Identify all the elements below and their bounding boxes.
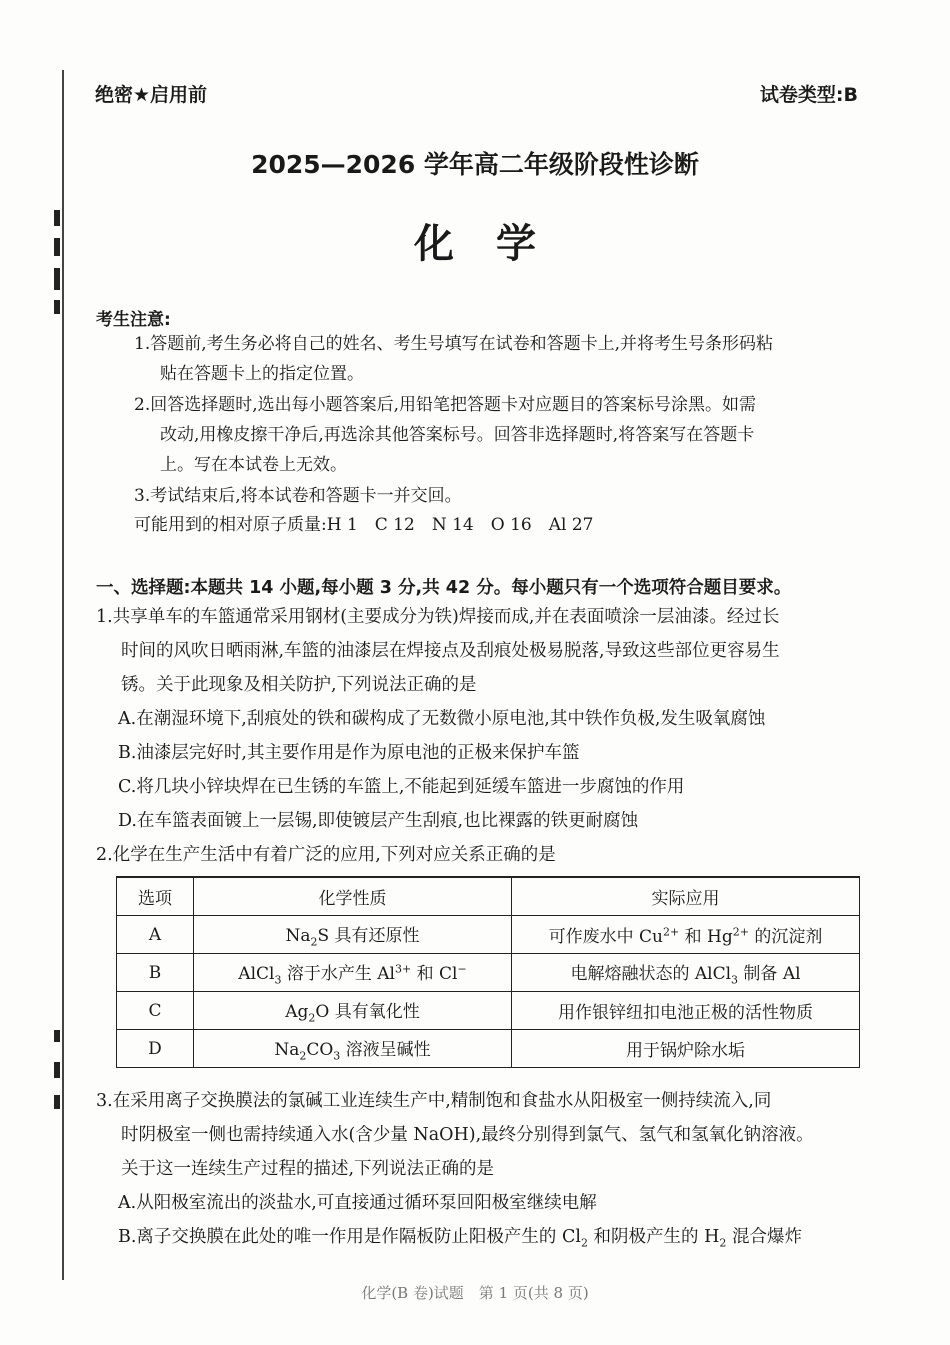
notice-item-1 <box>134 329 864 389</box>
q1-option-d: D.在车篮表面镀上一层锡,即使镀层产生刮痕,也比裸露的铁更耐腐蚀 <box>118 811 639 831</box>
row-application: 用于锅炉除水垢 <box>512 1030 860 1068</box>
binding-mark <box>54 300 60 314</box>
binding-mark <box>54 268 60 290</box>
question-1-stem <box>96 600 866 702</box>
page-footer: 化学(B 卷)试题 第 1 页(共 8 页) <box>361 1284 589 1302</box>
row-application: 用作银锌纽扣电池正极的活性物质 <box>512 992 860 1030</box>
notice-text: 1.答题前,考生务必将自己的姓名、考生号填写在试卷和答题卡上,并将考生号条形码粘 <box>134 334 774 354</box>
q3-option-b: B.离子交换膜在此处的唯一作用是作隔板防止阳极产生的 $Cl_2$ 和阴极产生的 $H_2$ 混合爆炸 <box>118 1227 802 1250</box>
question-3-stem <box>96 1084 866 1186</box>
section-heading: 一、选择题:本题共 14 小题,每小题 3 分,共 42 分。每小题只有一个选项符合题目要求。 <box>96 578 792 598</box>
header-option: 选项 <box>117 877 194 916</box>
atomic-masses: 可能用到的相对原子质量:H 1 C 12 N 14 O 16 Al 27 <box>134 515 594 535</box>
notice-text: 贴在答题卡上的指定位置。 <box>160 364 364 384</box>
row-option: B <box>117 954 194 992</box>
question-text: 时阴极室一侧也需持续通入水(含少量 NaOH),最终分别得到氯气、氢气和氢氧化钠溶液。 <box>121 1125 814 1145</box>
question-text: 3.在采用离子交换膜法的氯碱工业连续生产中,精制饱和食盐水从阳极室一侧持续流入,同 <box>96 1091 772 1111</box>
row-property: AlCl$_3$ 溶于水产生 $Al^{3+}$ 和 Cl− <box>194 954 512 992</box>
table-row <box>117 992 860 1030</box>
row-option: A <box>117 916 194 954</box>
question-text: 时间的风吹日晒雨淋,车篮的油漆层在焊接点及刮痕处极易脱落,导致这些部位更容易生 <box>121 641 780 661</box>
question-text: 锈。关于此现象及相关防护,下列说法正确的是 <box>121 675 477 695</box>
exam-title: 2025—2026 学年高二年级阶段性诊断 <box>251 150 699 179</box>
question-2-stem: 2.化学在生产生活中有着广泛的应用,下列对应关系正确的是 <box>96 845 556 865</box>
table-row <box>117 1030 860 1068</box>
binding-mark <box>54 1095 60 1109</box>
subject-title: 化学 <box>414 221 578 267</box>
notice-heading: 考生注意: <box>96 310 171 330</box>
table-row <box>117 954 860 992</box>
q1-option-a: A.在潮湿环境下,刮痕处的铁和碳构成了无数微小原电池,其中铁作负极,发生吸氧腐蚀 <box>118 709 766 729</box>
table-header-row <box>117 877 860 916</box>
header-property: 化学性质 <box>194 877 512 916</box>
row-property: $Na_2CO_3$ 溶液呈碱性 <box>194 1030 512 1068</box>
q2-table <box>116 876 860 1068</box>
q3-option-a: A.从阳极室流出的淡盐水,可直接通过循环泵回阳极室继续电解 <box>118 1193 597 1213</box>
notice-text: 2.回答选择题时,选出每小题答案后,用铅笔把答题卡对应题目的答案标号涂黑。如需 <box>134 395 757 415</box>
question-text: 1.共享单车的车篮通常采用钢材(主要成分为铁)焊接而成,并在表面喷涂一层油漆。经过长 <box>96 607 780 627</box>
notice-text: 改动,用橡皮擦干净后,再选涂其他答案标号。回答非选择题时,将答案写在答题卡 <box>160 425 755 445</box>
notice-item-3: 3.考试结束后,将本试卷和答题卡一并交回。 <box>134 486 462 506</box>
row-option: D <box>117 1030 194 1068</box>
binding-mark <box>54 1030 60 1042</box>
paper-type-label: 试卷类型:B <box>759 84 858 106</box>
q1-option-b: B.油漆层完好时,其主要作用是作为原电池的正极来保护车篮 <box>118 743 580 763</box>
row-property: $Na_2S$ 具有还原性 <box>194 916 512 954</box>
notice-item-2 <box>134 390 864 480</box>
table-row <box>117 916 860 954</box>
row-application: 电解熔融状态的 AlCl$_3$ 制备 Al <box>512 954 860 992</box>
q1-option-c: C.将几块小锌块焊在已生锈的车篮上,不能起到延缓车篮进一步腐蚀的作用 <box>118 777 685 797</box>
question-text: 关于这一连续生产过程的描述,下列说法正确的是 <box>121 1159 495 1179</box>
row-property: $Ag_2O$ 具有氧化性 <box>194 992 512 1030</box>
secret-label: 绝密★启用前 <box>95 84 208 106</box>
header-application: 实际应用 <box>512 877 860 916</box>
notice-text: 上。写在本试卷上无效。 <box>160 455 347 475</box>
row-application: 可作废水中 $Cu^{2+}$ 和 $Hg^{2+}$ 的沉淀剂 <box>512 916 860 954</box>
row-option: C <box>117 992 194 1030</box>
binding-mark <box>54 1062 60 1078</box>
